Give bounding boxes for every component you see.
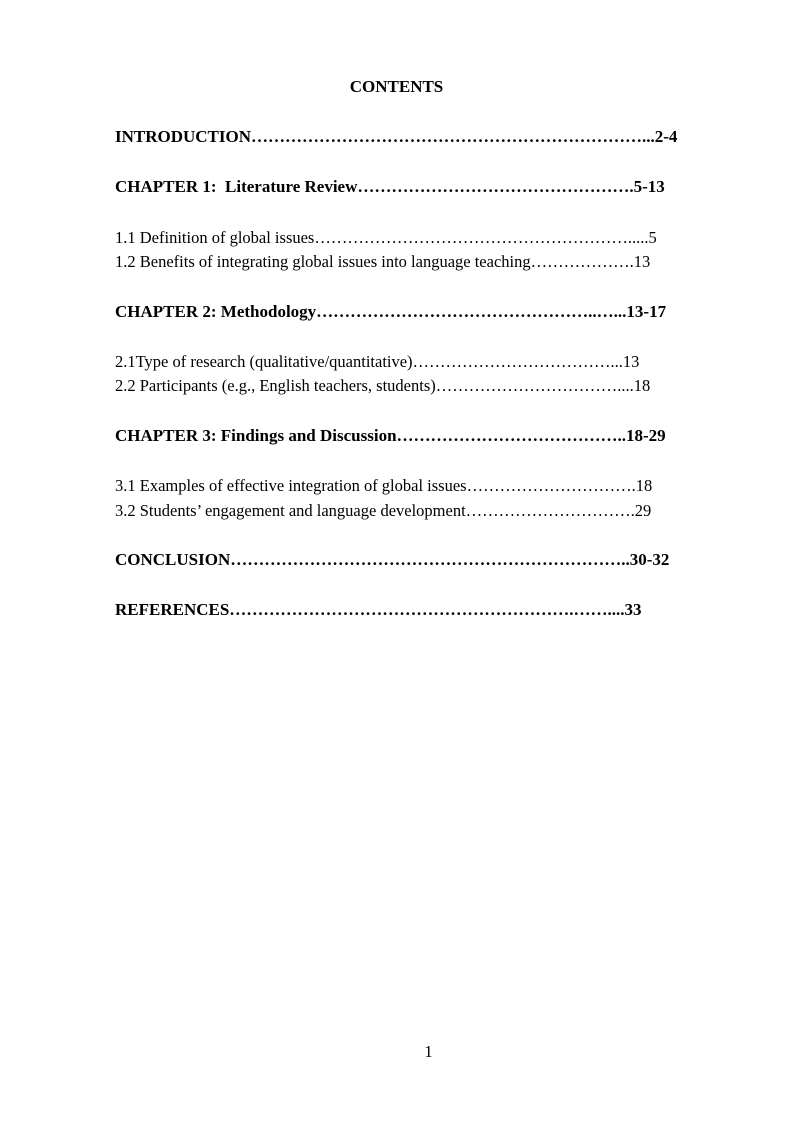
toc-entry-conclusion: CONCLUSION……………………………………………………………..30-32 xyxy=(115,550,670,569)
toc-entry-2-1: 2.1Type of research (qualitative/quantitative)………………………………...13 xyxy=(115,352,640,371)
toc-entry-references: REFERENCES…………………………………………………….……....33 xyxy=(115,600,642,619)
toc-entry-chapter-1: CHAPTER 1: Literature Review………………………………………….5-13 xyxy=(115,177,665,196)
toc-entry-chapter-3: CHAPTER 3: Findings and Discussion…………………………………..18-29 xyxy=(115,426,666,445)
toc-entry-2-2: 2.2 Participants (e.g., English teachers, students)……………………………....18 xyxy=(115,376,651,395)
toc-entry-chapter-2: CHAPTER 2: Methodology…………………………………………..…...13-17 xyxy=(115,302,667,321)
page-title: CONTENTS xyxy=(349,77,444,96)
toc-entry-1-1: 1.1 Definition of global issues………………………………………………….....5 xyxy=(115,228,657,247)
toc-entry-introduction: INTRODUCTION……………………………………………………………...2-4 xyxy=(115,127,678,146)
toc-entry-1-2: 1.2 Benefits of integrating global issues into language teaching……………….13 xyxy=(115,252,651,271)
toc-entry-3-1: 3.1 Examples of effective integration of global issues………………………….18 xyxy=(115,476,653,495)
toc-entry-3-2: 3.2 Students’ engagement and language development………………………….29 xyxy=(115,501,652,520)
page-number: 1 xyxy=(424,1042,433,1061)
